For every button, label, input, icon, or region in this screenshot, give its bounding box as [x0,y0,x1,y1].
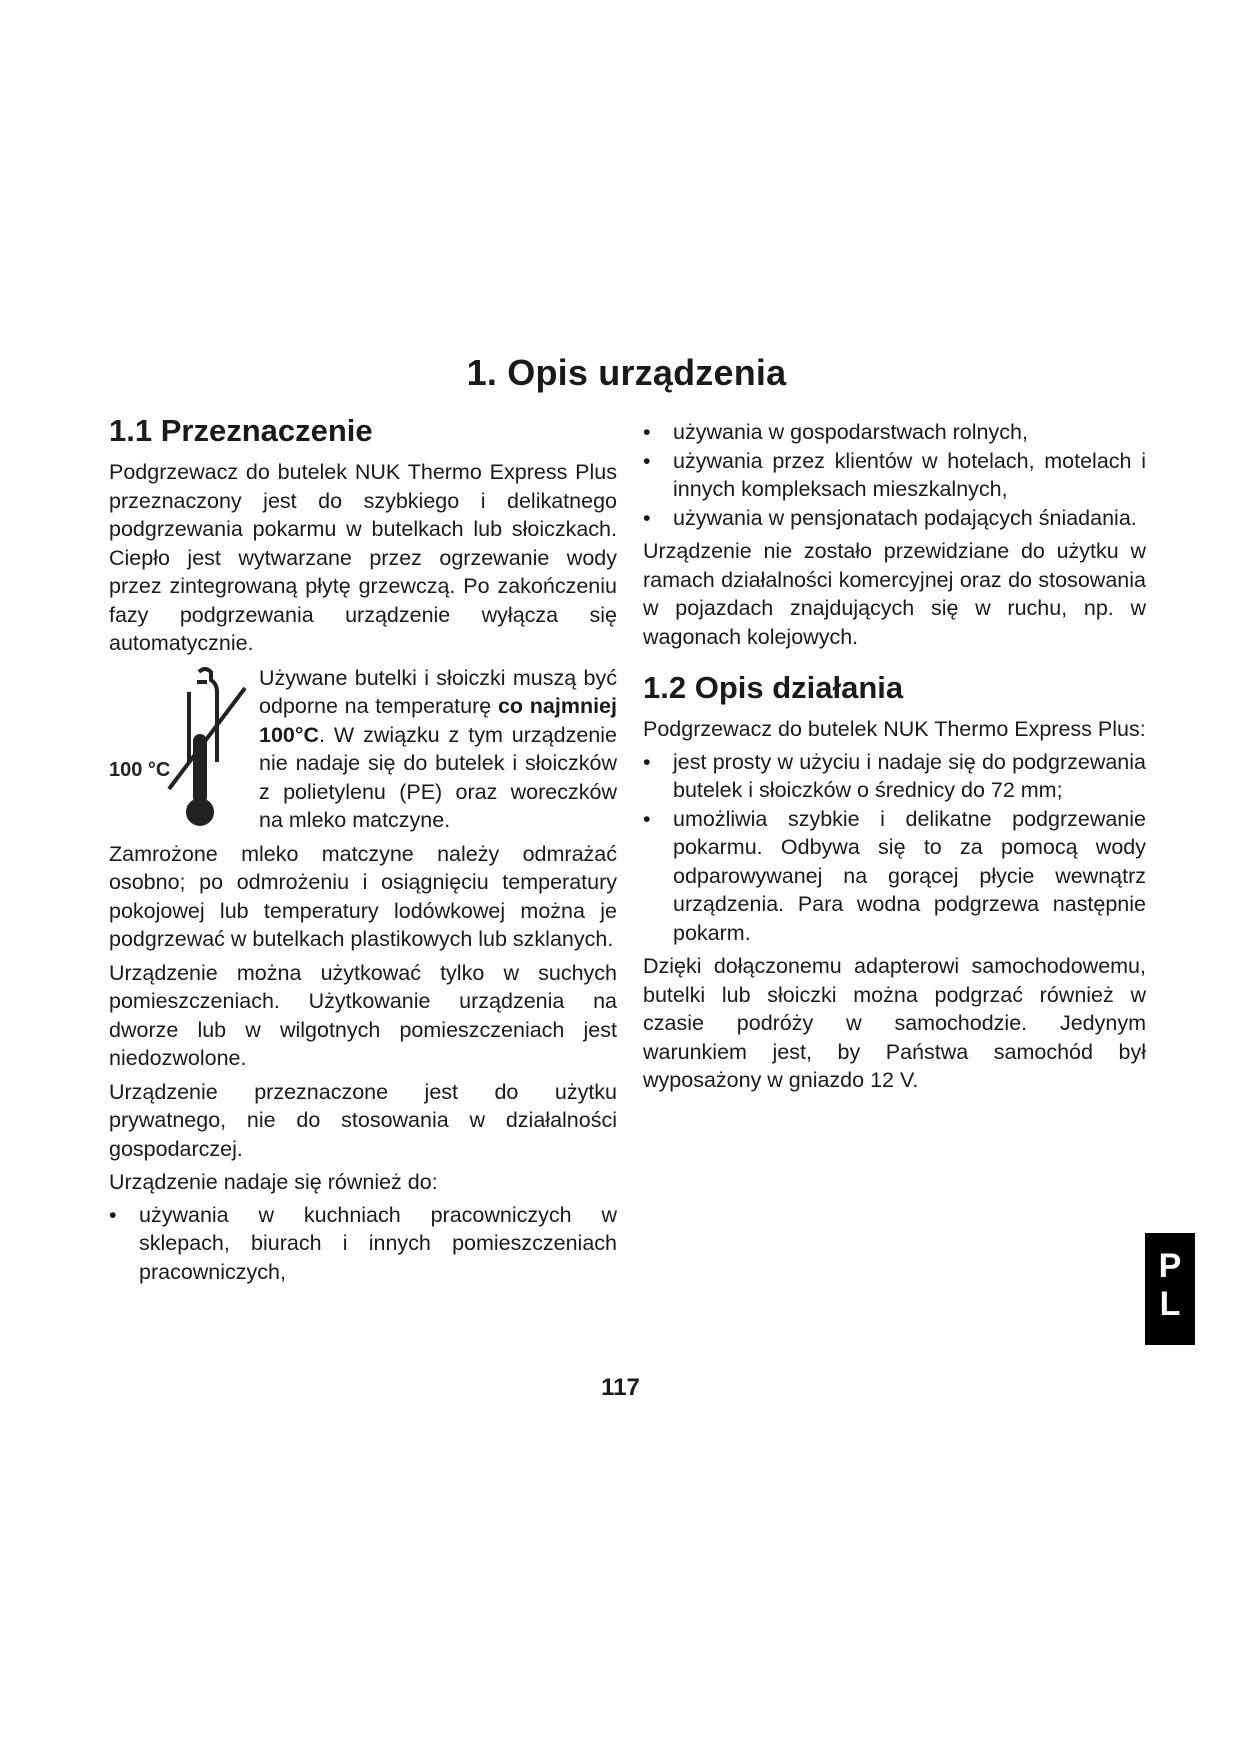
list-item: • używania w gospodarstwach rolnych, [643,418,1146,447]
paragraph: Urządzenie można użytkować tylko w suchych pomieszczeniach. Użytkowanie urządzenia na dworze lub w wilgotnych pomieszczeniach jest niedozwolone. [109,960,617,1070]
usage-list [109,1201,617,1287]
feature-list [643,748,1146,948]
page-title: 1. Opis urządzenia [466,352,787,393]
temperature-emphasis: co najmniej 100°C [259,694,617,747]
page-number: 117 [601,1374,640,1401]
paragraph: Dzięki dołączonemu adapterowi samochodowemu, butelki lub słoiczki można podgrzać również w czasie podróży w samochodzie. Jedynym warunkiem jest, by Państwa samochód był wyposażony w gniazdo 12 V. [643,954,1146,1092]
list-item: • jest prosty w użyciu i nadaje się do podgrzewania butelek i słoiczków o średnicy do 72 mm; [643,748,1146,805]
usage-list-continued [643,418,1146,532]
right-column [643,418,1146,1095]
paragraph: Podgrzewacz do butelek NUK Thermo Express Plus: [643,717,1146,741]
list-item: • używania przez klientów w hotelach, motelach i innych kompleksach mieszkalnych, [643,447,1146,504]
paragraph: Urządzenie przeznaczone jest do użytku prywatnego, nie do stosowania w działalności gospodarczej. [109,1079,617,1161]
icon-temperature-label: 100 °C [109,758,171,781]
temperature-notice-text: Używane butelki i słoiczki muszą być odporne na temperaturę co najmniej 100°C. W związku z tym urządzenie nie nadaje się do butelek i słoiczków z polietylenu (PE) oraz woreczków na mleko matczyne. [259,665,617,832]
list-item: • używania w pensjonatach podających śniadania. [643,504,1146,533]
language-tab-letter: P [1158,1247,1182,1285]
language-tab-letter: L [1159,1285,1181,1323]
temperature-notice [109,664,617,835]
paragraph: Urządzenie nadaje się również do: [109,1170,438,1194]
list-item: • używania w kuchniach pracowniczych w sklepach, biurach i innych pomieszczeniach pracowniczych, [109,1201,617,1287]
paragraph: Urządzenie nie zostało przewidziane do użytku w ramach działalności komercyjnej oraz do stosowania w pojazdach znajdujących się w ruchu, np. w wagonach kolejowych. [643,539,1146,649]
thermometer-icon [109,664,259,834]
left-column [109,412,617,1286]
language-tab [1145,1233,1195,1345]
section-heading-purpose: 1.1 Przeznaczenie [109,413,373,448]
paragraph: Zamrożone mleko matczyne należy odmrażać osobno; po odmrożeniu i osiągnięciu temperatury pokojowej lub temperatury lodówkowej można je podgrzewać w butelkach plastikowych lub szklanych. [109,841,617,951]
section-heading-function: 1.2 Opis działania [643,670,904,705]
paragraph: Podgrzewacz do butelek NUK Thermo Express Plus przeznaczony jest do szybkiego i delikatnego podgrzewania pokarmu w butelkach lub słoiczkach. Ciepło jest wytwarzane przez ogrzewanie wody przez zintegrowaną płytę grzewczą. Po zakończeniu fazy podgrzewania urządzenie wyłącza się automatycznie. [109,460,617,655]
list-item: • umożliwia szybkie i delikatne podgrzewanie pokarmu. Odbywa się to za pomocą wody odparowywanej na gorącej płycie wewnątrz urządzenia. Para wodna podgrzewa następnie pokarm. [643,805,1146,948]
